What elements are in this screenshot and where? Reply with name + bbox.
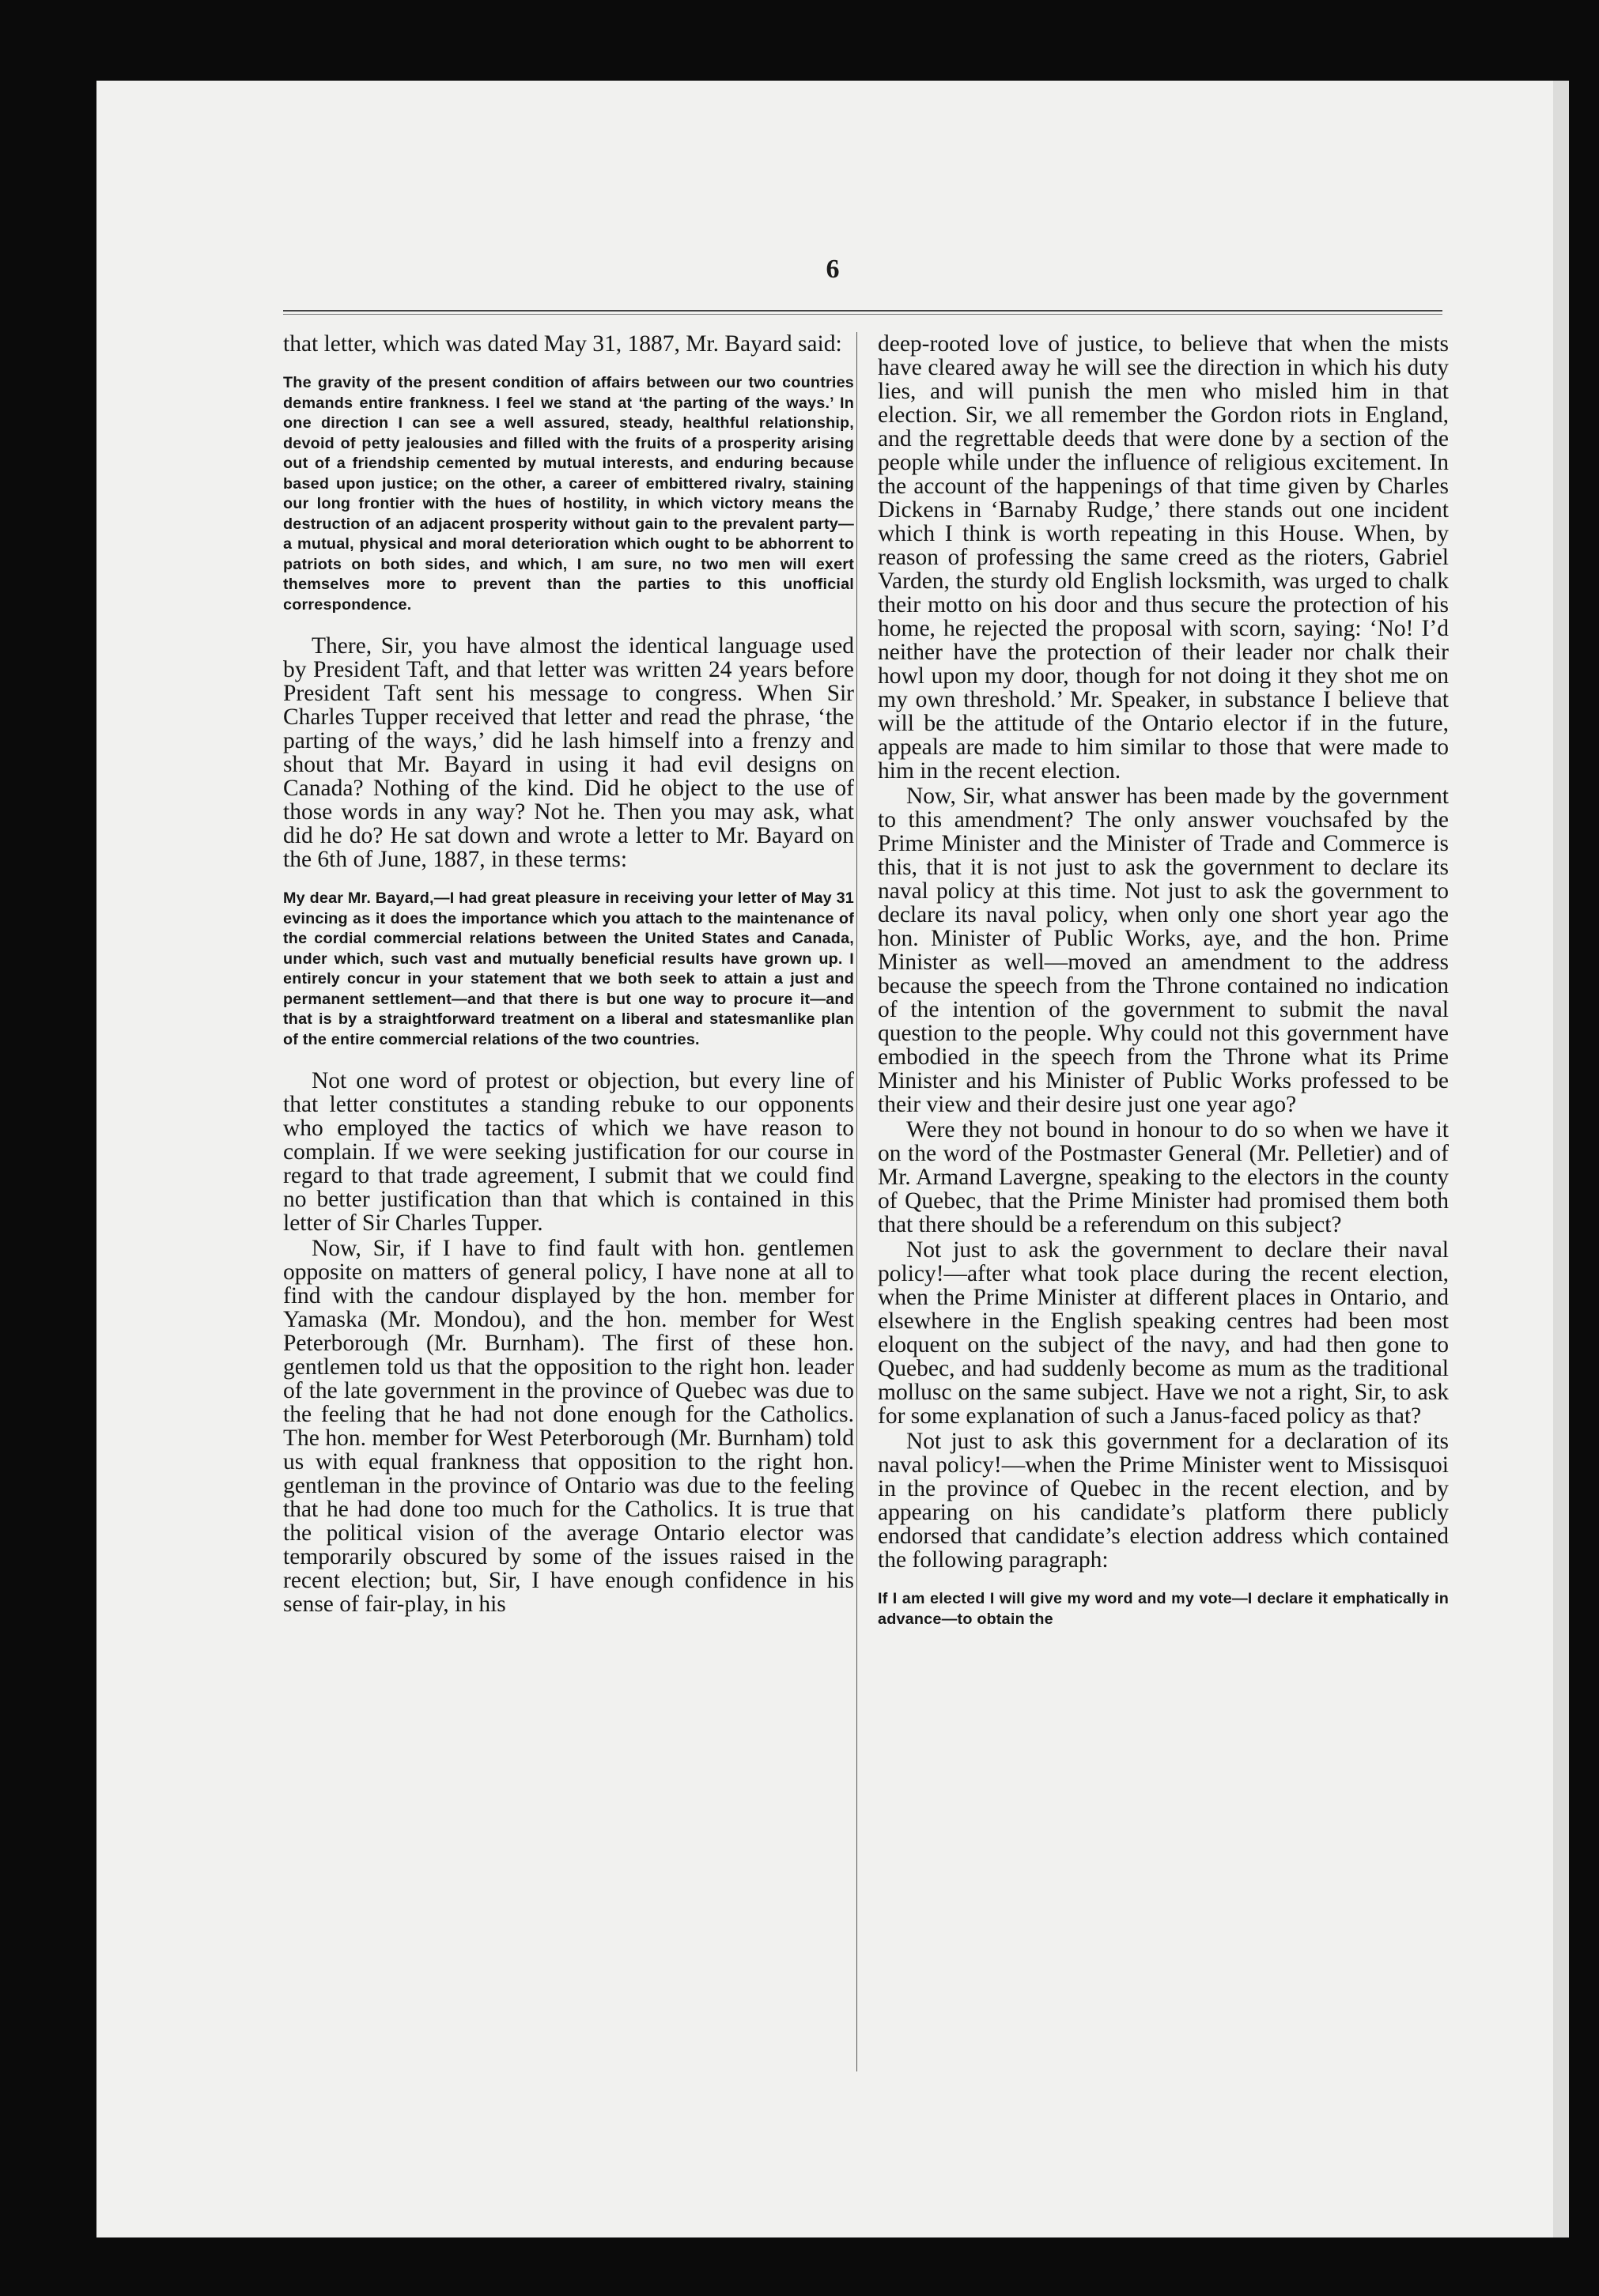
paragraph: Now, Sir, if I have to find fault with hon. gentlemen opposite on matters of general policy, I have none at all to find with the candour displayed by the hon. member for Yamaska (Mr. Mondou), and the hon. member for West Peterborough (Mr. Burnham). The first of these hon. gentlemen told us that the opposition to the right hon. leader of the late government in the province of Quebec was due to the feeling that he had not done enough for the Catholics. The hon. member for West Peterborough (Mr. Burnham) told us with equal frankness that opposition to the right hon. gentleman in the province of Ontario was due to the feeling that he had done too much for the Catholics. It is true that the political vision of the average Ontario elector was temporarily obscured by some of the issues raised in the recent election; but, Sir, I have enough confidence in his sense of fair-play, in his bbox=[283, 1236, 854, 1617]
paragraph: Not one word of protest or objection, but every line of that letter constitutes a standing rebuke to our opponents who employed the tactics of which we have reason to complain. If we were seeking justification for our course in regard to that trade agreement, I submit that we could find no better justification than that which is contained in this letter of Sir Charles Tupper. bbox=[283, 1068, 854, 1236]
page-number: 6 bbox=[826, 255, 840, 284]
header-rule bbox=[283, 310, 1442, 315]
page-edge-shadow bbox=[1553, 81, 1569, 2237]
scanned-page bbox=[96, 81, 1569, 2237]
paragraph: Not just to ask this government for a declaration of its naval policy!—when the Prime Minister went to Missisquoi in the province of Quebec in the recent election, and by appearing on his candidate’s platform there publicly endorsed that candidate’s election address which contained the following paragraph: bbox=[878, 1429, 1449, 1573]
right-column bbox=[878, 332, 1449, 1629]
block-quote: My dear Mr. Bayard,—I had great pleasure in receiving your letter of May 31 evincing as it does the importance which you attach to the maintenance of the cordial commercial relations between the United States and Canada, under which, such vast and mutually beneficial results have grown up. I entirely concur in your statement that we both seek to attain a just and permanent settlement—and that there is but one way to procure it—and that is by a straightforward treatment on a liberal and statesmanlike plan of the entire commercial relations of the two countries. bbox=[283, 889, 854, 1048]
paragraph: that letter, which was dated May 31, 1887, Mr. Bayard said: bbox=[283, 331, 842, 357]
block-quote: If I am elected I will give my word and my vote—I declare it emphatically in advance—to obtain the bbox=[878, 1590, 1449, 1628]
paragraph: There, Sir, you have almost the identical language used by President Taft, and that letter was written 24 years before President Taft sent his message to congress. When Sir Charles Tupper received that letter and read the phrase, ‘the parting of the ways,’ did he lash himself into a frenzy and shout that Mr. Bayard in using it had evil designs on Canada? Nothing of the kind. Did he object to the use of those words in any way? Not he. Then you may ask, what did he do? He sat down and wrote a letter to Mr. Bayard on the 6th of June, 1887, in these terms: bbox=[283, 633, 854, 872]
paragraph: Were they not bound in honour to do so when we have it on the word of the Postmaster General (Mr. Pelletier) and of Mr. Armand Lavergne, speaking to the electors in the county of Quebec, that the Prime Minister had promised them both that there should be a referendum on this subject? bbox=[878, 1117, 1449, 1237]
column-divider bbox=[856, 332, 857, 2071]
paragraph: deep-rooted love of justice, to believe that when the mists have cleared away he will see the direction in which his duty lies, and will punish the men who misled him in that election. Sir, we all remember the Gordon riots in England, and the regrettable deeds that were done by a section of the people while under the influence of religious excitement. In the account of the happenings of that time given by Charles Dickens in ‘Barnaby Rudge,’ there stands out one incident which I think is worth repeating in this House. When, by reason of professing the same creed as the rioters, Gabriel Varden, the sturdy old English locksmith, was urged to chalk their motto on his door and thus secure the protection of his home, he rejected the proposal with scorn, saying: ‘No! I’d neither have the protection of their leader nor chalk their howl upon my door, though for not doing it they shot me on my own threshold.’ Mr. Speaker, in substance I believe that will be the attitude of the Ontario elector if in the future, appeals are made to him similar to those that were made to him in the recent election. bbox=[878, 331, 1449, 784]
paragraph: Not just to ask the government to declare their naval policy!—after what took place during the recent election, when the Prime Minister at different places in Ontario, and elsewhere in the English speaking centres had been most eloquent on the subject of the navy, and had then gone to Quebec, and had suddenly become as mum as the traditional mollusc on the same subject. Have we not a right, Sir, to ask for some explanation of such a Janus-faced policy as that? bbox=[878, 1237, 1449, 1429]
block-quote: The gravity of the present condition of affairs between our two countries demands entire frankness. I feel we stand at ‘the parting of the ways.’ In one direction I can see a well assured, steady, healthful relationship, devoid of petty jealousies and filled with the fruits of a prosperity arising out of a friendship cemented by mutual interests, and enduring because based upon justice; on the other, a career of embittered rivalry, staining our long frontier with the hues of hostility, in which victory means the destruction of an adjacent prosperity without gain to the prevalent party—a mutual, physical and moral deterioration which ought to be abhorrent to patriots on both sides, and which, I am sure, no two men will exert themselves more to prevent than the parties to this unofficial correspondence. bbox=[283, 374, 854, 614]
paragraph: Now, Sir, what answer has been made by the government to this amendment? The only answer vouchsafed by the Prime Minister and the Minister of Trade and Commerce is this, that it is not just to ask the government to declare its naval policy at this time. Not just to ask the government to declare its naval policy, when only one short year ago the hon. Minister of Public Works, aye, and the hon. Prime Minister as well—moved an amendment to the address because the speech from the Throne contained no indication of the intention of the government to submit the naval question to the people. Why could not this government have embodied in the speech from the Throne what its Prime Minister and his Minister of Public Works professed to be their view and their desire just one year ago? bbox=[878, 784, 1449, 1117]
left-column bbox=[283, 332, 854, 1618]
